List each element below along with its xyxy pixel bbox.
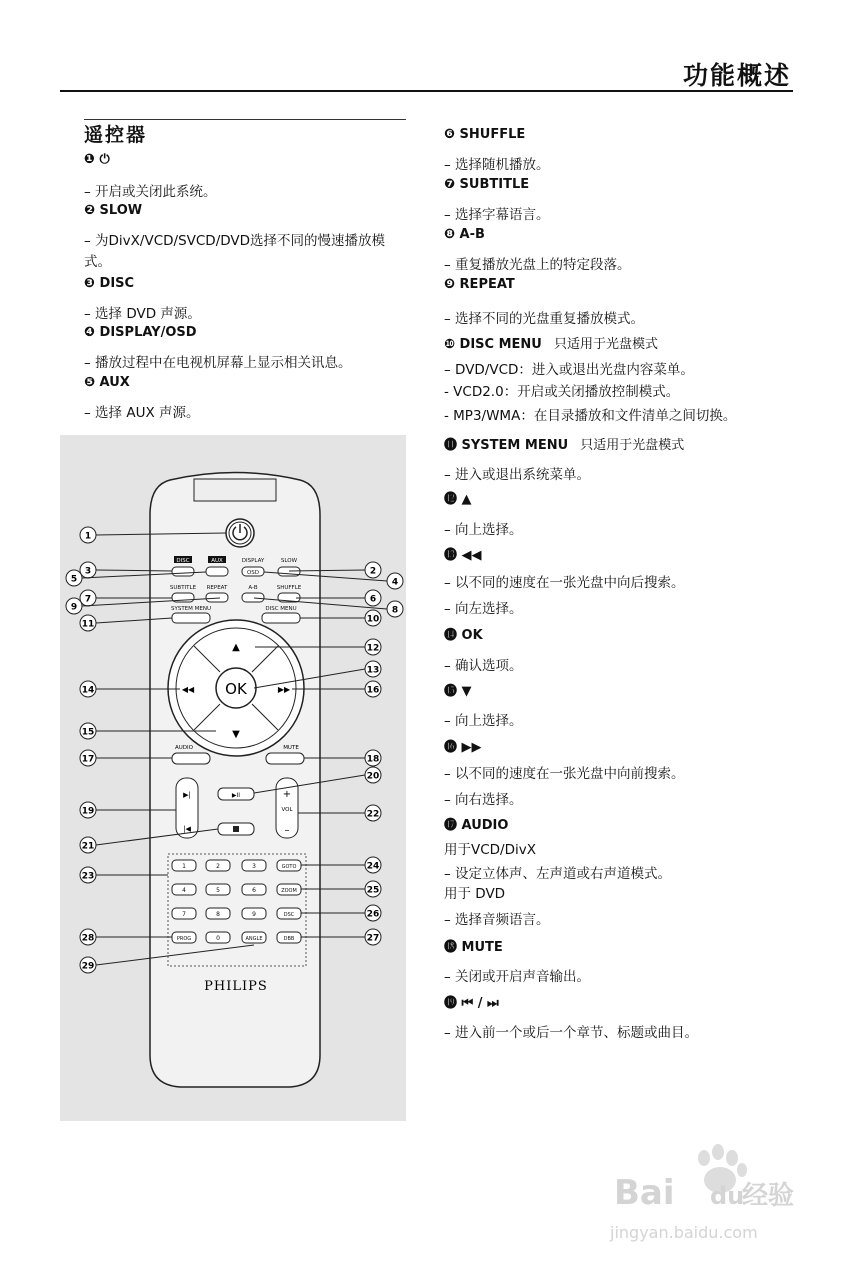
label-disc-menu: DISC MENU: [265, 606, 297, 612]
item-name: SYSTEM MENU: [461, 438, 569, 453]
left-item-desc: 式。: [84, 254, 111, 270]
label-mute: MUTE: [283, 745, 299, 751]
callout-number: 23: [81, 871, 95, 882]
dbb-label: DBB: [283, 936, 295, 942]
ok-label: OK: [225, 680, 247, 698]
right-item-desc: – 选择随机播放。: [444, 157, 550, 173]
right-item-heading: [444, 736, 482, 755]
right-item-heading: [444, 333, 658, 352]
left-item-desc: – 开启或关闭此系统。: [84, 184, 217, 200]
item-number: ⓬: [444, 492, 462, 507]
right-item-desc: – 向上选择。: [444, 713, 523, 729]
callout-number: 19: [81, 806, 95, 817]
item-number: ❼: [444, 177, 460, 192]
item-name: SHUFFLE: [459, 127, 526, 142]
left-item-desc: – 为DivX/VCD/SVCD/DVD选择不同的慢速播放模: [84, 233, 386, 249]
right-item-desc: - VCD2.0：开启或关闭播放控制模式。: [444, 384, 680, 400]
label-aux: AUX: [211, 558, 223, 564]
right-item-desc: – 确认选项。: [444, 658, 523, 674]
label-slow: SLOW: [280, 558, 298, 564]
callout-number: 17: [81, 754, 95, 765]
item-number: ❺: [84, 375, 100, 390]
callout-number: 11: [81, 619, 95, 630]
callout-number: 7: [84, 594, 92, 605]
item-number: ⓫: [444, 438, 462, 453]
left-item-heading: [84, 203, 142, 218]
digit-label: 4: [182, 887, 186, 894]
right-item-desc: – 重复播放光盘上的特定段落。: [444, 257, 631, 273]
right-item-desc: – 进入前一个或后一个章节、标题或曲目。: [444, 1025, 699, 1041]
callout-number: 29: [81, 961, 95, 972]
svg-text:▼: ▼: [232, 729, 240, 740]
callout-number: 3: [84, 566, 92, 577]
item-number: ❾: [444, 277, 460, 292]
right-item-heading: [444, 434, 684, 453]
right-item-heading: [444, 544, 482, 563]
right-item-desc: – 选择字幕语言。: [444, 207, 550, 223]
svg-text:◀◀: ◀◀: [181, 685, 195, 694]
callout-number: 4: [391, 577, 399, 588]
callout-number: 10: [366, 614, 380, 625]
item-number: ⓲: [444, 940, 462, 955]
item-name: A-B: [459, 227, 485, 242]
item-name: DISPLAY/OSD: [99, 325, 197, 340]
item-number: ⓱: [444, 818, 462, 833]
left-item-heading: [84, 276, 134, 291]
section-title: 遥控器: [84, 124, 148, 146]
digit-label: 0: [216, 935, 220, 942]
item-number: ❽: [444, 227, 460, 242]
item-name: ▼: [461, 684, 472, 699]
item-number: ❹: [84, 325, 100, 340]
right-item-heading: [444, 624, 483, 643]
callout-number: 24: [366, 861, 380, 872]
digit-label: 7: [182, 911, 186, 918]
item-name: ⏮ / ⏭: [461, 996, 499, 1011]
callout-number: 20: [366, 771, 380, 782]
angle-label: ANGLE: [245, 936, 263, 942]
left-item-desc: – 选择 DVD 声源。: [84, 306, 201, 322]
item-mode-note: 只适用于光盘模式: [549, 337, 658, 352]
right-item-desc: – 以不同的速度在一张光盘中向后搜索。: [444, 575, 685, 591]
callout-number: 21: [81, 841, 95, 852]
item-mode-note: 只适用于光盘模式: [576, 438, 685, 453]
right-item-desc: – 关闭或开启声音输出。: [444, 969, 591, 985]
item-number: ⓯: [444, 684, 462, 699]
baidu-watermark: [606, 1138, 806, 1248]
right-item-heading: [444, 814, 508, 833]
item-name: AUX: [99, 375, 130, 390]
item-number: ⓳: [444, 996, 462, 1011]
callout-number: 25: [366, 885, 380, 896]
item-number: ⓭: [444, 548, 462, 563]
item-name: AUDIO: [461, 818, 509, 833]
brand-logo: PHILIPS: [204, 979, 268, 994]
label-subtitle: SUBTITLE: [169, 585, 197, 591]
item-name: MUTE: [461, 940, 503, 955]
label-ab: A-B: [248, 585, 258, 591]
right-item-desc: – 向上选择。: [444, 522, 523, 538]
right-item-heading: [444, 177, 529, 192]
item-name: SLOW: [99, 203, 143, 218]
svg-text:+: +: [282, 789, 292, 800]
item-number: ⓮: [444, 628, 462, 643]
callout-number: 14: [81, 685, 95, 696]
header-rule: [60, 90, 793, 92]
remote-illustration: [60, 435, 406, 1121]
right-item-heading: [444, 227, 485, 242]
callout-number: 8: [391, 605, 399, 616]
callout-number: 18: [366, 754, 380, 765]
item-number: ❶: [84, 152, 100, 167]
right-item-heading: [444, 936, 503, 955]
item-number: ❿: [444, 337, 460, 352]
right-item-desc: – 设定立体声、左声道或右声道模式。: [444, 866, 672, 882]
item-name: DISC MENU: [459, 337, 542, 352]
right-item-desc: – 以不同的速度在一张光盘中向前搜索。: [444, 766, 685, 782]
right-item-heading: [444, 680, 472, 699]
label-display: DISPLAY: [241, 558, 265, 564]
item-name: ⏻: [99, 152, 110, 167]
left-item-desc: – 播放过程中在电视机屏幕上显示相关讯息。: [84, 355, 352, 371]
right-item-desc: – 选择不同的光盘重复播放模式。: [444, 311, 645, 327]
item-name: DISC: [99, 276, 135, 291]
right-item-desc: - MP3/WMA：在目录播放和文件清单之间切换。: [444, 408, 737, 424]
callout-number: 5: [70, 574, 78, 585]
item-name: ▲: [461, 492, 472, 507]
right-item-subheading: 用于 DVD: [444, 886, 506, 902]
svg-text:▲: ▲: [232, 642, 240, 653]
item-number: ❻: [444, 127, 460, 142]
digit-label: 5: [216, 887, 220, 894]
item-name: ▶▶: [461, 740, 482, 755]
callout-number: 15: [81, 727, 95, 738]
callout-number: 16: [366, 685, 380, 696]
callout-number: 28: [81, 933, 95, 944]
item-number: ❷: [84, 203, 100, 218]
label-vol: VOL: [281, 807, 293, 813]
label-osd: OSD: [246, 570, 260, 576]
digit-label: 3: [252, 863, 256, 870]
right-item-heading: [444, 992, 499, 1011]
remote-illustration-panel: [60, 435, 406, 1121]
item-number: ❸: [84, 276, 100, 291]
right-item-desc: – 向右选择。: [444, 792, 523, 808]
label-shuffle: SHUFFLE: [276, 585, 302, 591]
callout-number: 27: [366, 933, 380, 944]
svg-text:|◀: |◀: [183, 825, 191, 833]
digit-label: 1: [182, 863, 186, 870]
digit-label: 2: [216, 863, 220, 870]
svg-text:▶▶: ▶▶: [277, 685, 291, 694]
item-number: ⓰: [444, 740, 462, 755]
right-item-desc: – 进入或退出系统菜单。: [444, 467, 591, 483]
digit-label: 6: [252, 887, 256, 894]
prog-label: PROG: [176, 936, 192, 942]
dsc-label: DSC: [283, 912, 295, 918]
right-item-desc: – DVD/VCD：进入或退出光盘内容菜单。: [444, 362, 694, 378]
watermark-jingyan: 经验: [742, 1181, 795, 1211]
callout-number: 12: [366, 643, 380, 654]
callout-number: 2: [369, 566, 377, 577]
label-audio: AUDIO: [175, 745, 193, 751]
item-name: OK: [461, 628, 483, 643]
label-disc: DISC: [176, 558, 190, 564]
right-item-heading: [444, 277, 515, 292]
right-item-subheading: 用于VCD/DivX: [444, 842, 536, 858]
callout-number: 22: [366, 809, 380, 820]
left-item-desc: – 选择 AUX 声源。: [84, 405, 200, 421]
watermark-url: jingyan.baidu.com: [610, 1223, 758, 1242]
digit-label: 9: [252, 911, 256, 918]
callout-number: 13: [366, 665, 380, 676]
svg-text:–: –: [284, 825, 290, 836]
callout-number: 1: [84, 531, 92, 542]
left-item-heading: [84, 152, 110, 167]
callout-number: 26: [366, 909, 380, 920]
right-item-heading: [444, 488, 472, 507]
label-system-menu: SYSTEM MENU: [170, 606, 212, 612]
callout-number: 9: [70, 602, 78, 613]
svg-text:▶II: ▶II: [231, 792, 241, 799]
label-repeat: REPEAT: [206, 585, 228, 591]
callout-number: 6: [369, 594, 377, 605]
right-item-desc: – 选择音频语言。: [444, 912, 550, 928]
digit-label: 8: [216, 911, 220, 918]
goto-label: GOTO: [281, 864, 297, 870]
left-item-heading: [84, 325, 197, 340]
watermark-du: du: [710, 1182, 745, 1210]
zoom-label: ZOOM: [281, 888, 297, 894]
right-item-desc: – 向左选择。: [444, 601, 523, 617]
svg-text:▶|: ▶|: [183, 791, 191, 799]
left-item-heading: [84, 375, 130, 390]
right-item-heading: [444, 127, 525, 142]
watermark-bai: Bai: [614, 1173, 675, 1213]
item-name: ◀◀: [461, 548, 482, 563]
item-name: SUBTITLE: [459, 177, 530, 192]
item-name: REPEAT: [459, 277, 515, 292]
page-header-title: 功能概述: [682, 61, 791, 90]
